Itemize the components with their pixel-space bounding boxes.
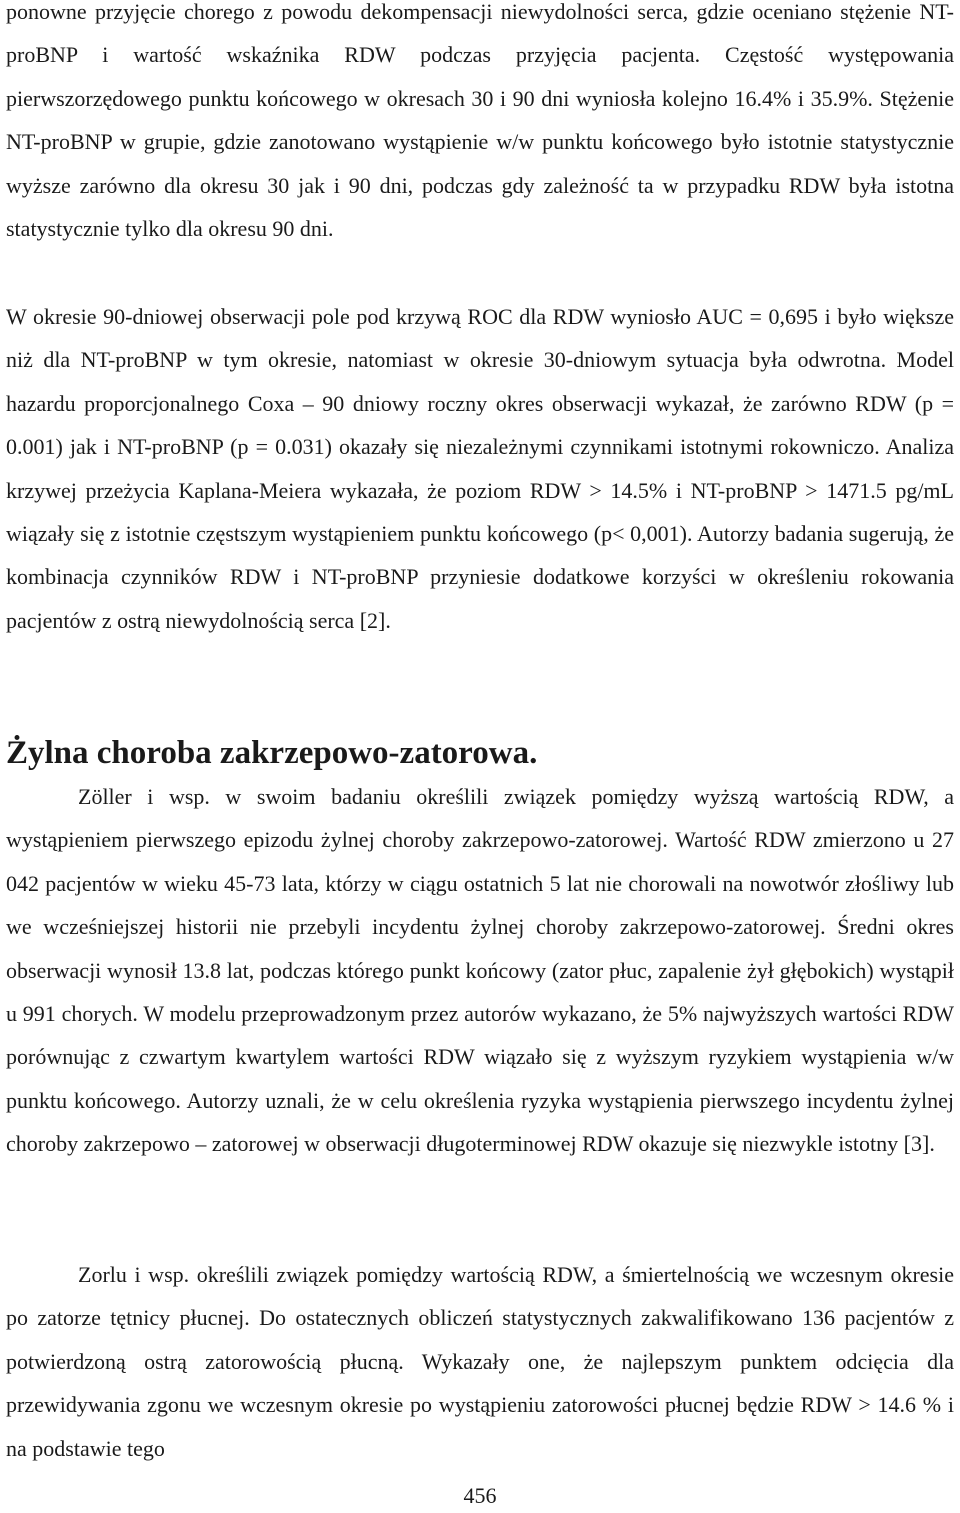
paragraph-zoller-study: Zöller i wsp. w swoim badaniu określili związek pomiędzy wyższą wartością RDW, a wystąpieniem pierwszego epizodu żylnej choroby zakrzepowo-zatorowej. Wartość RDW zmierzono u 27 042 pacjentów w wieku 45-73 lata, którzy w ciągu ostatnich 5 lat nie chorowali na nowotwór złośliwy lub we wcześniejszej historii nie przebyli incydentu żylnej choroby zakrzepowo-zatorowej. Średni okres obserwacji wynosił 13.8 lat, podczas którego punkt końcowy (zator płuc, zapalenie żył głębokich) wystąpił u 991 chorych. W modelu przeprowadzonym przez autorów wykazano, że 5% najwyższych wartości RDW porównując z czwartym kwartylem wartości RDW wiązało się z wyższym ryzykiem wystąpienia w/w punktu końcowego. Autorzy uznali, że w celu określenia ryzyka wystąpienia pierwszego incydentu żylnej choroby zakrzepowo – zatorowej w obserwacji długoterminowej RDW okazuje się niezwykle istotny [3]. [6, 784, 954, 1157]
paragraph-roc-cox-analysis: W okresie 90-dniowej obserwacji pole pod krzywą ROC dla RDW wyniosło AUC = 0,695 i było większe niż dla NT-proBNP w tym okresie, natomiast w okresie 30-dniowym sytuacja była odwrotna. Model hazardu proporcjonalnego Coxa – 90 dniowy roczny okres obserwacji wykazał, że zarówno RDW (p = 0.001) jak i NT-proBNP (p = 0.031) okazały się niezależnymi czynnikami istotnymi rokowniczo. Analiza krzywej przeżycia Kaplana-Meiera wykazała, że poziom RDW > 14.5% i NT-proBNP > 1471.5 pg/mL wiązały się z istotnie częstszym wystąpieniem punktu końcowego (p< 0,001). Autorzy badania sugerują, że kombinacja czynników RDW i NT-proBNP przyniesie dodatkowe korzyści w określeniu rokowania pacjentów z ostrą niewydolnością serca [2]. [6, 304, 954, 633]
paragraph-zorlu-study: Zorlu i wsp. określili związek pomiędzy wartością RDW, a śmiertelnością we wczesnym okresie po zatorze tętnicy płucnej. Do ostatecznych obliczeń statystycznych zakwalifikowano 136 pacjentów z potwierdzoną ostrą zatorowością płucną. Wykazały one, że najlepszym punktem odcięcia dla przewidywania zgonu we wczesnym okresie po wystąpieniu zatorowości płucnej będzie RDW > 14.6 % i na podstawie tego [6, 1262, 954, 1461]
paragraph-heart-failure-continued: ponowne przyjęcie chorego z powodu dekompensacji niewydolności serca, gdzie oceniano stężenie NT-proBNP i wartość wskaźnika RDW podczas przyjęcia pacjenta. Częstość występowania pierwszorzędowego punktu końcowego w okresach 30 i 90 dni wyniosła kolejno 16.4% i 35.9%. Stężenie NT-proBNP w grupie, gdzie zanotowano wystąpienie w/w punktu końcowego było istotnie statystycznie wyższe zarówno dla okresu 30 jak i 90 dni, podczas gdy zależność ta w przypadku RDW była istotna statystycznie tylko dla okresu 90 dni. [6, 0, 954, 242]
section-heading: Żylna choroba zakrzepowo-zatorowa. [6, 735, 538, 771]
page-number: 456 [463, 1483, 497, 1508]
